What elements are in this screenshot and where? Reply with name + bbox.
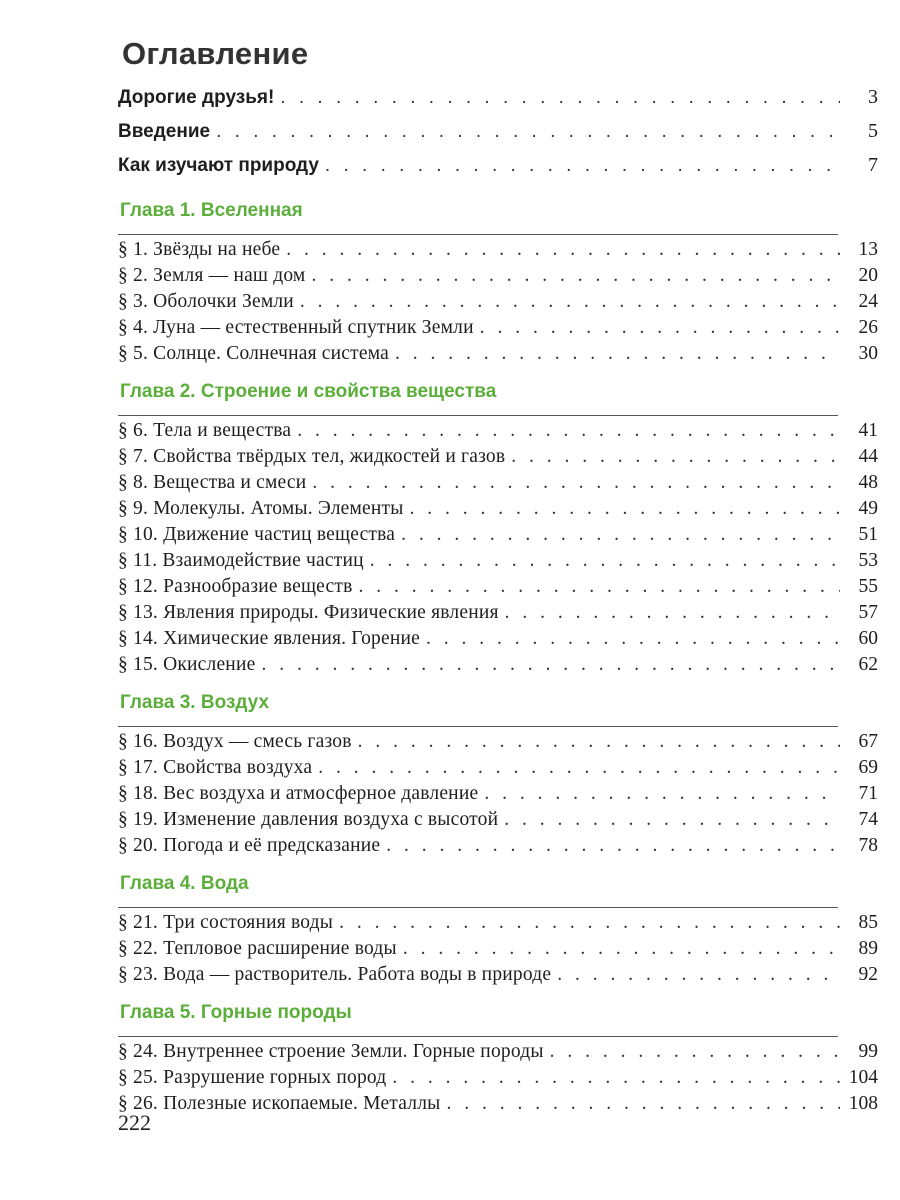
entry-page: 89 — [858, 938, 878, 959]
divider — [118, 415, 838, 416]
dot-leader — [311, 265, 840, 287]
divider — [118, 1036, 838, 1037]
toc-entry[interactable] — [118, 731, 878, 757]
entry-label: § 8. Вещества и смеси — [118, 472, 307, 493]
entry-page: 108 — [848, 1093, 878, 1114]
toc-entry[interactable] — [118, 343, 878, 369]
entry-label: § 23. Вода — растворитель. Работа воды в природе — [118, 964, 552, 985]
toc-entry[interactable] — [118, 835, 878, 861]
toc-entry[interactable] — [118, 498, 878, 524]
chapter-title[interactable]: Глава 2. Строение и свойства вещества — [120, 381, 497, 402]
dot-leader — [557, 964, 840, 986]
toc-entry[interactable] — [118, 654, 878, 680]
entry-page: 26 — [858, 317, 878, 338]
divider — [118, 234, 838, 235]
entry-label: § 18. Вес воздуха и атмосферное давление — [118, 783, 479, 804]
entry-label: § 22. Тепловое расширение воды — [118, 938, 397, 959]
entry-label: § 24. Внутреннее строение Земли. Горные породы — [118, 1041, 544, 1062]
entry-page: 48 — [858, 472, 878, 493]
entry-page: 30 — [858, 343, 878, 364]
entry-label: § 2. Земля — наш дом — [118, 265, 306, 286]
chapter-section — [118, 200, 878, 369]
entry-label: § 20. Погода и её предсказание — [118, 835, 381, 856]
entry-page: 60 — [858, 628, 878, 649]
toc-entry[interactable] — [118, 628, 878, 654]
dot-leader — [286, 239, 840, 261]
entry-page: 53 — [858, 550, 878, 571]
entry-page: 104 — [848, 1067, 878, 1088]
toc-entry[interactable] — [118, 472, 878, 498]
entry-label: § 7. Свойства твёрдых тел, жидкостей и газов — [118, 446, 506, 467]
entry-page: 5 — [868, 120, 878, 142]
dot-leader — [370, 550, 840, 572]
chapter-title[interactable]: Глава 4. Вода — [120, 873, 249, 894]
entry-label: § 21. Три состояния воды — [118, 912, 334, 933]
chapter-section — [118, 692, 878, 861]
divider — [118, 726, 838, 727]
entry-page: 85 — [858, 912, 878, 933]
toc-entry[interactable] — [118, 265, 878, 291]
dot-leader — [216, 121, 840, 143]
dot-leader — [403, 938, 840, 960]
entry-label: § 6. Тела и вещества — [118, 420, 292, 441]
entry-label: § 4. Луна — естественный спутник Земли — [118, 317, 474, 338]
toc-entry[interactable] — [118, 757, 878, 783]
entry-label: § 10. Движение частиц вещества — [118, 524, 396, 545]
toc-entry[interactable] — [118, 86, 878, 120]
entry-page: 7 — [868, 154, 878, 176]
dot-leader — [300, 291, 840, 313]
dot-leader — [446, 1093, 840, 1115]
dot-leader — [261, 654, 840, 676]
entry-page: 55 — [858, 576, 878, 597]
toc-entry[interactable] — [118, 602, 878, 628]
dot-leader — [426, 628, 840, 650]
entry-page: 3 — [868, 86, 878, 108]
entry-label: § 11. Взаимодействие частиц — [118, 550, 364, 571]
entry-label: Введение — [118, 121, 211, 142]
chapter-section — [118, 381, 878, 680]
entry-label: § 5. Солнце. Солнечная система — [118, 343, 389, 364]
entry-label: § 25. Разрушение горных пород — [118, 1067, 387, 1088]
entry-label: § 9. Молекулы. Атомы. Элементы — [118, 498, 404, 519]
entry-page: 62 — [858, 654, 878, 675]
entry-label: § 3. Оболочки Земли — [118, 291, 294, 312]
chapter-title[interactable]: Глава 3. Воздух — [120, 692, 270, 713]
dot-leader — [358, 731, 840, 753]
chapter-section — [118, 1002, 878, 1119]
dot-leader — [505, 602, 840, 624]
toc-entry[interactable] — [118, 291, 878, 317]
dot-leader — [484, 783, 840, 805]
entry-page: 71 — [858, 783, 878, 804]
entry-page: 24 — [858, 291, 878, 312]
dot-leader — [392, 1067, 840, 1089]
entry-label: § 19. Изменение давления воздуха с высотой — [118, 809, 499, 830]
entry-label: § 16. Воздух — смесь газов — [118, 731, 352, 752]
intro-section — [118, 86, 878, 188]
dot-leader — [312, 472, 840, 494]
entry-page: 69 — [858, 757, 878, 778]
dot-leader — [401, 524, 840, 546]
chapter-title[interactable]: Глава 5. Горные породы — [120, 1002, 352, 1023]
dot-leader — [511, 446, 840, 468]
entry-label: § 12. Разнообразие веществ — [118, 576, 353, 597]
toc-entry[interactable] — [118, 912, 878, 938]
entry-label: § 26. Полезные ископаемые. Металлы — [118, 1093, 441, 1114]
page-number: 222 — [118, 1110, 151, 1135]
entry-page: 49 — [858, 498, 878, 519]
entry-page: 99 — [858, 1041, 878, 1062]
dot-leader — [325, 155, 840, 177]
entry-label: § 14. Химические явления. Горение — [118, 628, 420, 649]
toc-entry[interactable] — [118, 550, 878, 576]
entry-label: § 1. Звёзды на небе — [118, 239, 281, 260]
page-title: Оглавление — [122, 36, 309, 71]
dot-leader — [318, 757, 840, 779]
toc-entry[interactable] — [118, 1041, 878, 1067]
entry-label: § 17. Свойства воздуха — [118, 757, 313, 778]
toc-entry[interactable] — [118, 420, 878, 446]
dot-leader — [504, 809, 840, 831]
dot-leader — [480, 317, 840, 339]
entry-page: 67 — [858, 731, 878, 752]
entry-label: § 15. Окисление — [118, 654, 256, 675]
toc-entry[interactable] — [118, 809, 878, 835]
entry-page: 92 — [858, 964, 878, 985]
divider — [118, 907, 838, 908]
entry-page: 13 — [858, 239, 878, 260]
chapter-section — [118, 873, 878, 990]
entry-page: 74 — [858, 809, 878, 830]
dot-leader — [550, 1041, 840, 1063]
toc-entry[interactable] — [118, 154, 878, 188]
entry-page: 20 — [858, 265, 878, 286]
chapter-title[interactable]: Глава 1. Вселенная — [120, 200, 303, 221]
entry-label: Дорогие друзья! — [118, 87, 275, 108]
dot-leader — [280, 87, 840, 109]
dot-leader — [395, 343, 840, 365]
toc-entry[interactable] — [118, 938, 878, 964]
toc-entry[interactable] — [118, 1093, 878, 1119]
dot-leader — [339, 912, 840, 934]
toc-entry[interactable] — [118, 239, 878, 265]
entry-page: 44 — [858, 446, 878, 467]
toc-entry[interactable] — [118, 524, 878, 550]
entry-label: Как изучают природу — [118, 155, 319, 176]
entry-page: 51 — [858, 524, 878, 545]
toc-entry[interactable] — [118, 120, 878, 154]
toc-entry[interactable] — [118, 446, 878, 472]
entry-page: 57 — [858, 602, 878, 623]
dot-leader — [386, 835, 840, 857]
toc-entry[interactable] — [118, 783, 878, 809]
table-of-contents — [118, 36, 878, 1119]
dot-leader — [359, 576, 841, 598]
toc-entry[interactable] — [118, 576, 878, 602]
entry-page: 78 — [858, 835, 878, 856]
toc-entry[interactable] — [118, 964, 878, 990]
toc-entry[interactable] — [118, 1067, 878, 1093]
toc-entry[interactable] — [118, 317, 878, 343]
entry-page: 41 — [858, 420, 878, 441]
entry-label: § 13. Явления природы. Физические явления — [118, 602, 499, 623]
dot-leader — [410, 498, 840, 520]
dot-leader — [297, 420, 840, 442]
